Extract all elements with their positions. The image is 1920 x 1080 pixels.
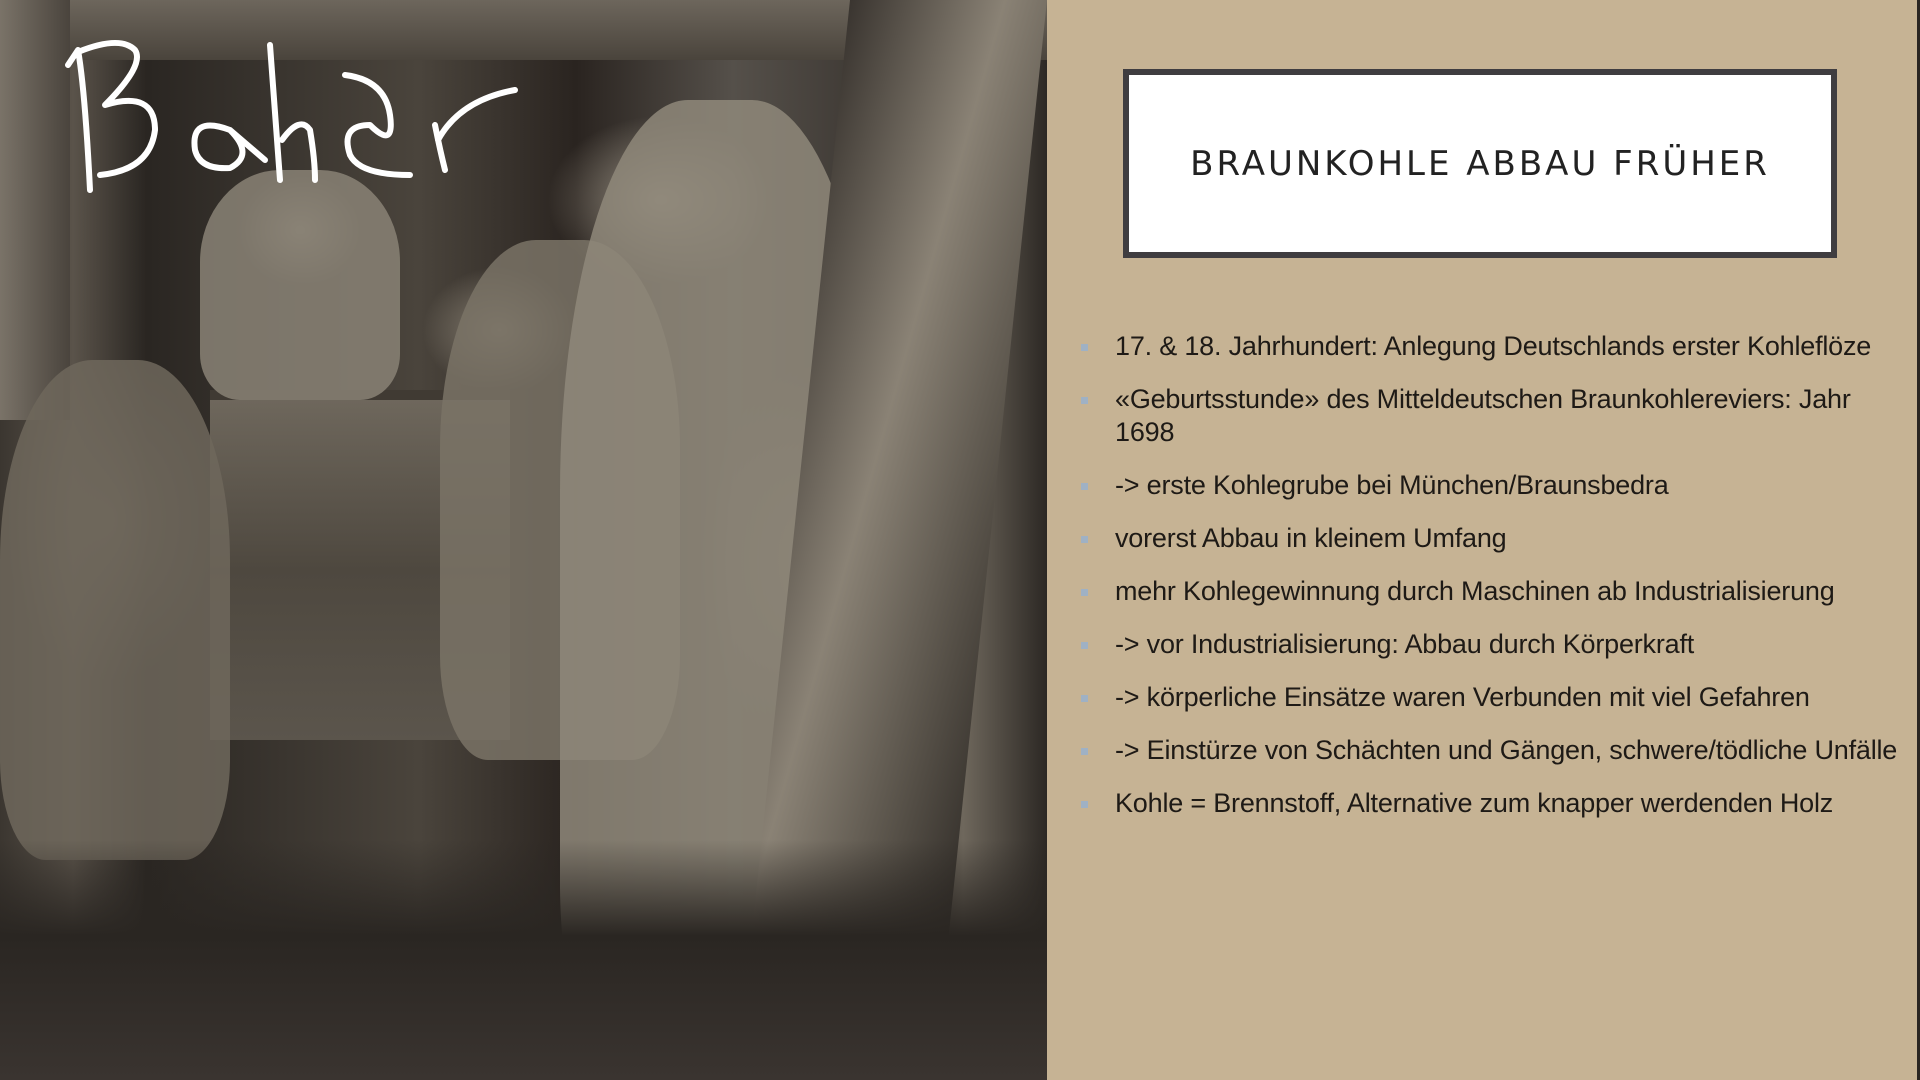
photo-miner-back [200, 170, 400, 400]
bullet-square-icon [1081, 344, 1088, 351]
photo-coal-floor [0, 840, 1047, 1080]
slide-title: BRAUNKOHLE ABBAU FRÜHER [1190, 143, 1770, 184]
bullet-item [1077, 575, 1917, 608]
bullet-item [1077, 522, 1917, 555]
title-box [1123, 69, 1837, 258]
bullet-item [1077, 628, 1917, 661]
bullet-text: -> Einstürze von Schächten und Gängen, schwere/tödliche Unfälle [1115, 735, 1898, 765]
bullet-item [1077, 734, 1917, 767]
bullet-item [1077, 469, 1917, 502]
bullet-text: 17. & 18. Jahrhundert: Anlegung Deutschlands erster Kohleflöze [1115, 331, 1872, 361]
bullet-text: «Geburtsstunde» des Mitteldeutschen Braunkohlereviers: Jahr 1698 [1115, 384, 1851, 447]
handwritten-annotation [60, 30, 540, 200]
bullet-square-icon [1081, 801, 1088, 808]
bullet-text: vorerst Abbau in kleinem Umfang [1115, 523, 1507, 553]
bullet-item [1077, 383, 1917, 449]
bullet-list [1077, 330, 1917, 840]
bullet-square-icon [1081, 483, 1088, 490]
photo-miner-left [0, 360, 230, 860]
bullet-square-icon [1081, 536, 1088, 543]
bullet-text: -> körperliche Einsätze waren Verbunden mit viel Gefahren [1115, 682, 1810, 712]
bullet-square-icon [1081, 695, 1088, 702]
bullet-text: -> vor Industrialisierung: Abbau durch Körperkraft [1115, 629, 1695, 659]
bullet-square-icon [1081, 748, 1088, 755]
bullet-square-icon [1081, 642, 1088, 649]
bullet-item [1077, 681, 1917, 714]
bullet-square-icon [1081, 589, 1088, 596]
bullet-text: Kohle = Brennstoff, Alternative zum knapper werdenden Holz [1115, 788, 1834, 818]
bullet-text: -> erste Kohlegrube bei München/Braunsbedra [1115, 470, 1669, 500]
bullet-item [1077, 330, 1917, 363]
bullet-square-icon [1081, 397, 1088, 404]
bullet-text: mehr Kohlegewinnung durch Maschinen ab Industrialisierung [1115, 576, 1835, 606]
bullet-item [1077, 787, 1917, 820]
